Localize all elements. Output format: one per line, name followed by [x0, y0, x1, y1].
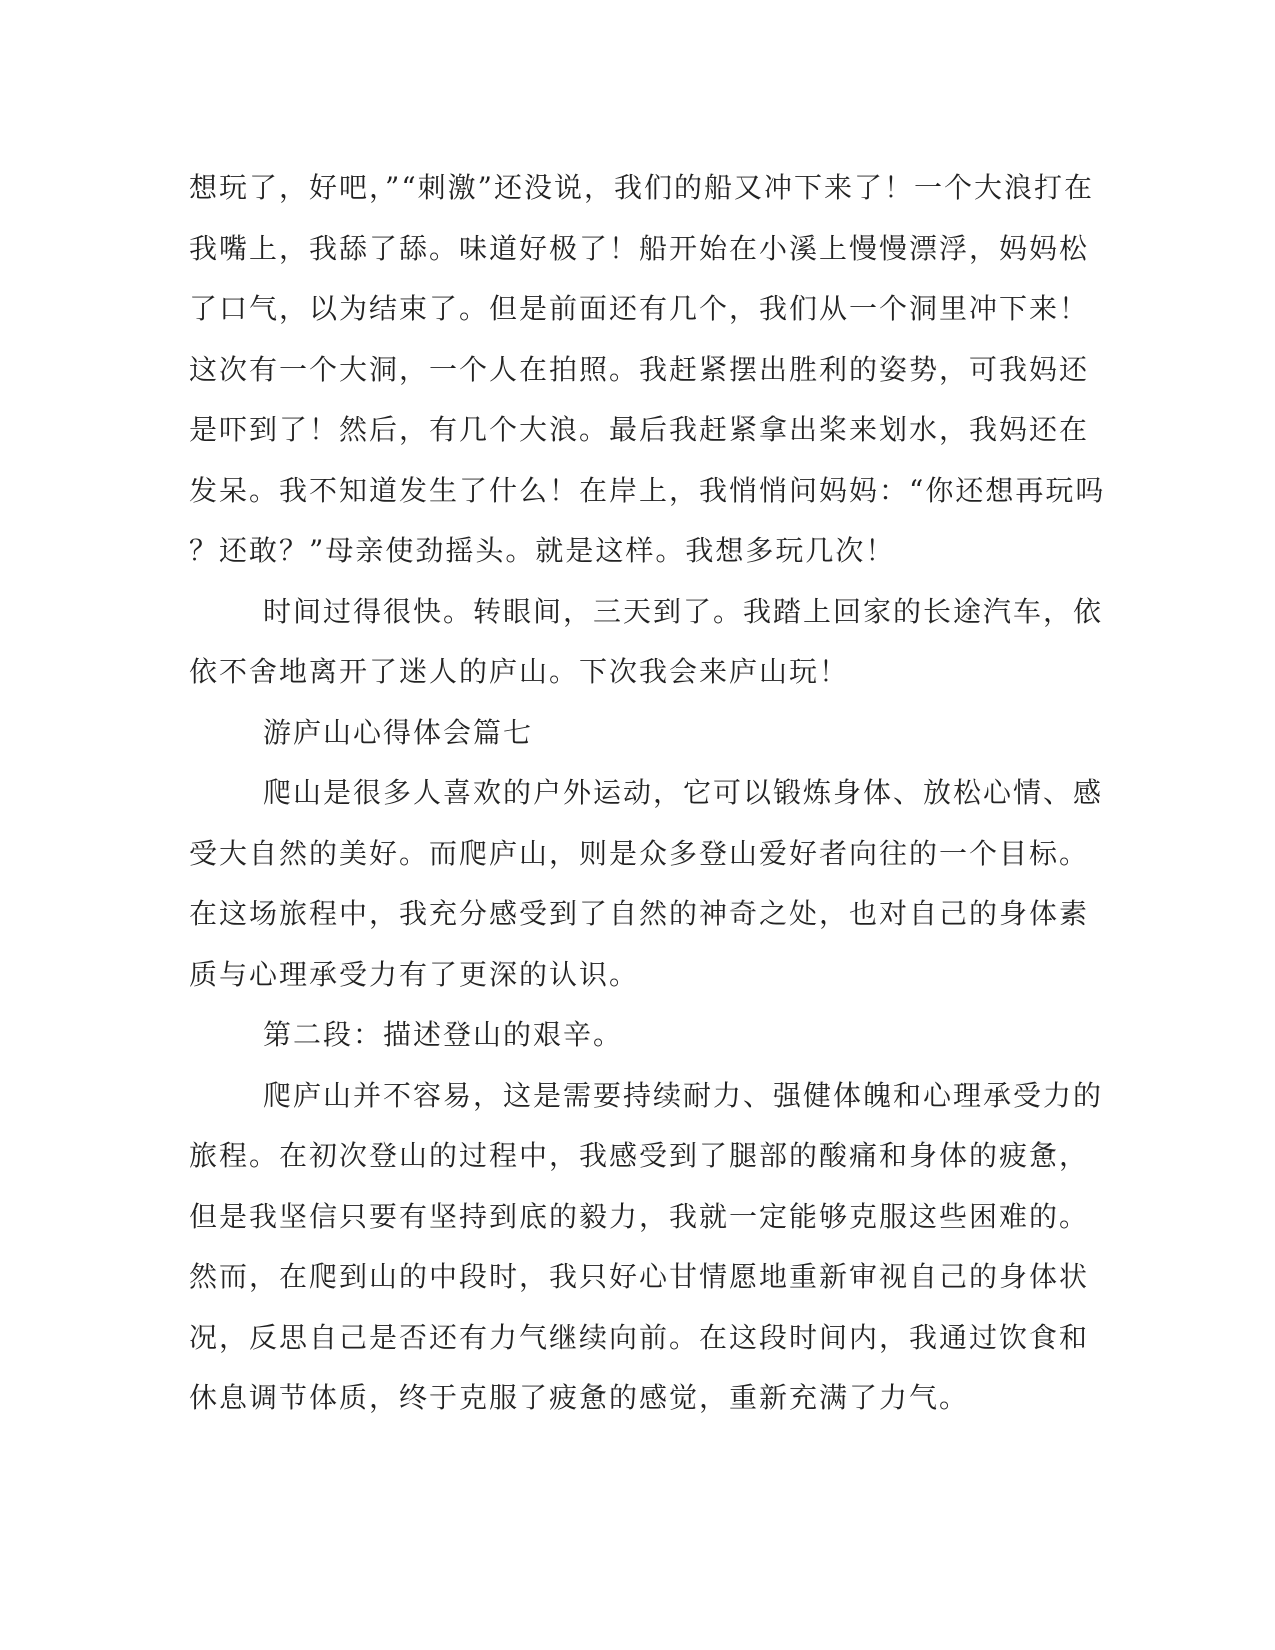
text-line: 但是我坚信只要有坚持到底的毅力，我就一定能够克服这些困难的。	[189, 1199, 1090, 1233]
text-line: 况，反思自己是否还有力气继续向前。在这段时间内，我通过饮食和	[189, 1320, 1090, 1354]
text-line: 质与心理承受力有了更深的认识。	[189, 957, 640, 991]
text-line: 旅程。在初次登山的过程中，我感受到了腿部的酸痛和身体的疲惫，	[189, 1139, 1090, 1172]
text-line: 受大自然的美好。而爬庐山，则是众多登山爱好者向往的一个目标。	[189, 836, 1090, 870]
section-heading: 游庐山心得体会篇七	[263, 715, 534, 749]
text-line: ？还敢？”母亲使劲摇头。就是这样。我想多玩几次！	[189, 534, 896, 567]
paragraph-start-line: 爬庐山并不容易，这是需要持续耐力、强健体魄和心理承受力的	[263, 1078, 1104, 1112]
text-line: 在这场旅程中，我充分感受到了自然的神奇之处，也对自己的身体素	[189, 897, 1090, 930]
paragraph-start-line: 时间过得很快。转眼间，三天到了。我踏上回家的长途汽车，依	[263, 594, 1104, 628]
document-body	[189, 158, 1106, 1429]
text-line: 这次有一个大洞，一个人在拍照。我赶紧摆出胜利的姿势，可我妈还	[189, 352, 1090, 386]
text-line: 了口气，以为结束了。但是前面还有几个，我们从一个洞里冲下来！	[189, 292, 1090, 325]
subsection-heading: 第二段：描述登山的艰辛。	[263, 1018, 624, 1051]
paragraph-start-line: 爬山是很多人喜欢的户外运动，它可以锻炼身体、放松心情、感	[263, 776, 1104, 809]
text-line: 想玩了，好吧，”“刺激”还没说，我们的船又冲下来了！一个大浪打在	[189, 171, 1094, 204]
text-line: 然而，在爬到山的中段时，我只好心甘情愿地重新审视自己的身体状	[189, 1260, 1090, 1293]
text-line: 发呆。我不知道发生了什么！在岸上，我悄悄问妈妈：“你还想再玩吗	[189, 473, 1106, 507]
text-line: 是吓到了！然后，有几个大浪。最后我赶紧拿出桨来划水，我妈还在	[189, 413, 1090, 446]
text-line: 依不舍地离开了迷人的庐山。下次我会来庐山玩！	[189, 655, 850, 688]
text-line: 休息调节体质，终于克服了疲惫的感觉，重新充满了力气。	[189, 1381, 970, 1414]
text-line: 我嘴上，我舔了舔。味道好极了！船开始在小溪上慢慢漂浮，妈妈松	[189, 231, 1090, 265]
